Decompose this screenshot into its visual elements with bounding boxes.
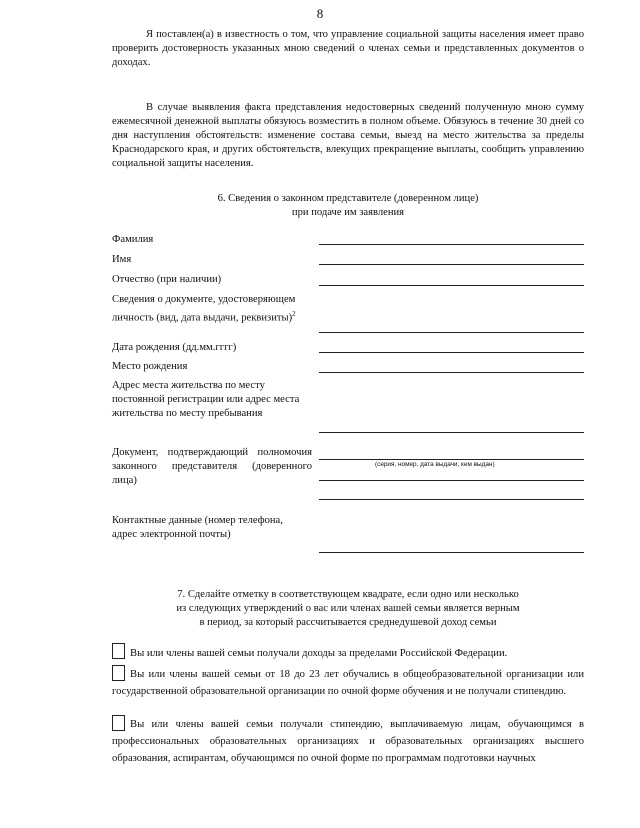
authority-document-field[interactable] [319,459,584,460]
authority-document-hint: (серия, номер, дата выдачи, кем выдан) [375,461,495,468]
contacts-label: Контактные данные (номер телефона, адрес электронной почты) [112,515,283,540]
contacts-field[interactable] [319,552,584,553]
surname-label: Фамилия [112,234,154,245]
option-foreign-income [112,645,584,662]
birth-date-field[interactable] [319,352,584,353]
patronymic-field[interactable] [319,285,584,286]
address-field[interactable] [319,432,584,433]
section7-title-line1: 7. Сделайте отметку в соответствующем квадрате, если одно или несколько [177,589,519,600]
name-field[interactable] [319,264,584,265]
option-foreign-income-text: Вы или члены вашей семьи получали доходы за пределами Российской Федерации. [130,648,508,659]
section7-title-line2: из следующих утверждений о вас или членах вашей семьи является верным [176,603,520,614]
birth-place-label: Место рождения [112,361,188,372]
id-document-field[interactable] [319,332,584,333]
birth-date-label: Дата рождения (дд.мм.гггг) [112,342,237,353]
footnote-marker: 2 [292,310,296,318]
page-number: 8 [316,6,324,21]
awareness-paragraph: Я поставлен(а) в известность о том, что управление социальной защиты населения имеет право проверить достоверность указанных мною сведений о членах семьи и представленных документов о доходах. [112,29,584,68]
option-education-no-stipend-text: Вы или члены вашей семьи от 18 до 23 лет обучались в общеобразовательной организации или государственной образовательной организации по очной форме обучения и не получали стипендию. [112,669,584,697]
option-education-no-stipend [112,666,584,700]
section6-title-line1: 6. Сведения о законном представителе (доверенном лице) [217,193,479,204]
section7-title-line3: в период, за который рассчитывается среднедушевой доход семьи [199,617,497,628]
id-document-label [112,293,310,326]
surname-field[interactable] [319,244,584,245]
section6-title-line2: при подаче им заявления [291,207,405,218]
id-document-label-text: Сведения о документе, удостоверяющем личность (вид, дата выдачи, реквизиты) [112,294,296,324]
address-label: Адрес места жительства по месту постоянной регистрации или адрес места жительства по месту пребывания [112,380,300,419]
patronymic-label: Отчество (при наличии) [112,274,222,285]
obligation-paragraph: В случае выявления факта представления недостоверных сведений полученную мною сумму ежемесячной денежной выплаты обязуюсь возместить в полном объеме. Обязуюсь в течение 30 дней со дня наступления обстоятельств: изменение состава семьи, выезд на место жительства за пределы Краснодарского края, и других обстоятельств, влекущих прекращение выплаты, сообщить управлению социальной защиты населения. [112,102,584,169]
option-stipend-text: Вы или члены вашей семьи получали стипендию, выплачиваемую лицам, обучающимся в профессиональных образовательных организациях и образовательных организациях высшего образования, аспирантам, обучающимся по очной форме по программам подготовки научных [112,719,584,764]
authority-document-field-line2[interactable] [319,480,584,481]
authority-document-label: Документ, подтверждающий полномочия законного представителя (доверенного лица) [112,447,312,486]
birth-place-field[interactable] [319,372,584,373]
authority-document-field-line3[interactable] [319,499,584,500]
option-stipend [112,716,584,767]
name-label: Имя [112,254,132,265]
